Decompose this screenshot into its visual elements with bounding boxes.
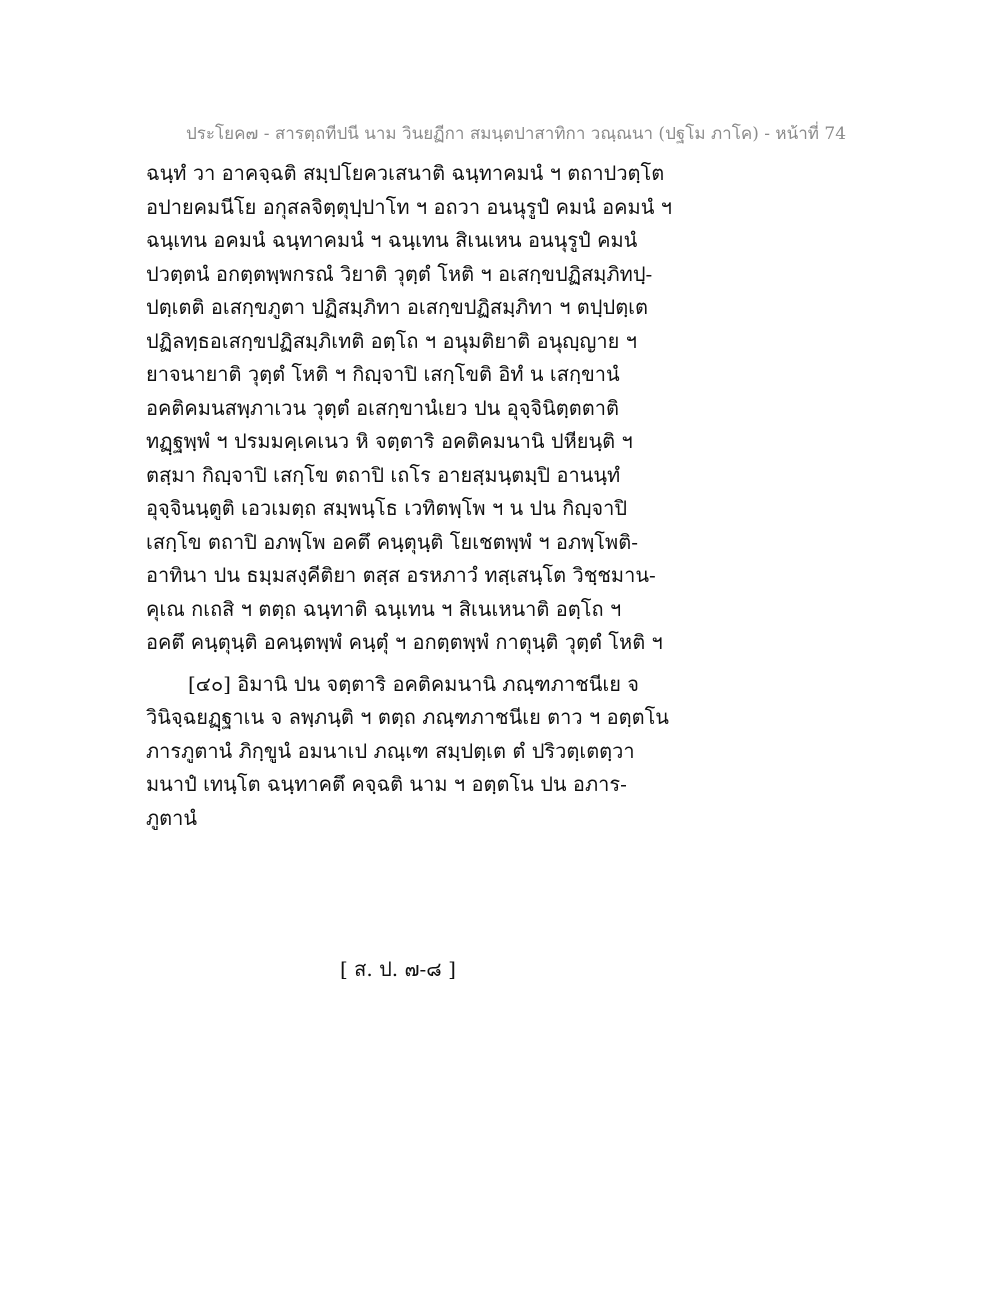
text-line: ยาจนายาติ วุตฺตํ โหติ ฯ กิญฺจาปิ เสกฺโขติ อิทํ น เสกฺขานํ (146, 362, 620, 386)
text-line: ฉนฺเทน อคมนํ ฉนฺทาคมนํ ฯ ฉนฺเทน สิเนเหน อนนุรูปํ คมนํ (146, 228, 638, 252)
running-header: ประโยค๗ - สารตฺถทีปนี นาม วินยฏีกา สมนฺตปาสาทิกา วณฺณนา (ปฐโม ภาโค) - หน้าที่ 74 (186, 124, 847, 144)
text-line: ภูตานํ (146, 805, 198, 830)
text-line: ภารภูตานํ ภิกฺขูนํ อมนาเป ภณฺเฑ สมฺปตฺเต ตํ ปริวตฺเตตฺวา (146, 738, 635, 763)
text-line: คุเณ กเถสิ ฯ ตตฺถ ฉนฺทาติ ฉนฺเทน ฯ สิเนเหนาติ อตฺโถ ฯ (146, 596, 622, 621)
text-line: มนาปํ เทนฺโต ฉนฺทาคตึ คจฺฉติ นาม ฯ อตฺตโน ปน อภาร- (146, 772, 627, 796)
text-line: ตสฺมา กิญฺจาปิ เสกฺโข ตถาปิ เถโร อายสฺมนฺตมฺปิ อานนฺทํ (146, 462, 621, 487)
text-line: อคติคมนสพฺภาเวน วุตฺตํ อเสกฺขานํเยว ปน อุจฺจินิตฺตตาติ (146, 395, 619, 420)
text-line: ปฏิลทฺธอเสกฺขปฏิสมฺภิเทติ อตฺโถ ฯ อนุมติยาติ อนุญฺญาย ฯ (146, 328, 637, 353)
text-line: ปตฺเตติ อเสกฺขภูตา ปฏิสมฺภิทา อเสกฺขปฏิสมฺภิทา ฯ ตปฺปตฺเต (146, 295, 649, 319)
paragraph-start-line: [๔๐] อิมานิ ปน จตฺตาริ อคติคมนานิ ภณฺฑภาชนีเย จ (188, 671, 640, 696)
text-line: เสกฺโข ตถาปิ อภพฺโพ อคตึ คนฺตุนฺติ โยเชตพฺพํ ฯ อภพฺโพติ- (146, 529, 638, 554)
text-line: อคตึ คนฺตุนฺติ อคนฺตพฺพํ คนฺตุํ ฯ อกตฺตพฺพํ กาตุนฺติ วุตฺตํ โหติ ฯ (146, 630, 663, 654)
body-text (146, 157, 672, 835)
text-line: ทฏฺฐพฺพํ ฯ ปรมมคฺเคเนว หิ จตฺตาริ อคติคมนานิ ปหียนฺติ ฯ (146, 429, 633, 453)
text-line: อปายคมนีโย อกุสลจิตฺตุปฺปาโท ฯ อถวา อนนุรูปํ คมนํ อคมนํ ฯ (146, 194, 672, 219)
text-line: ปวตฺตนํ อกตฺตพฺพกรณํ วิยาติ วุตฺตํ โหติ ฯ อเสกฺขปฏิสมฺภิทปฺ- (146, 261, 653, 286)
source-reference: [ ส. ป. ๗-๘ ] (340, 957, 456, 981)
text-line: อาทินา ปน ธมฺมสงฺคีติยา ตสฺส อรหภาวํ ทสฺเสนฺโต วิชฺชมาน- (146, 563, 656, 587)
text-line: ฉนฺทํ วา อาคจฺฉติ สมฺปโยควเสนาติ ฉนฺทาคมนํ ฯ ตถาปวตฺโต (146, 161, 665, 185)
text-line: วินิจฺฉยฏฺฐาเน จ ลพฺภนฺติ ฯ ตตฺถ ภณฺฑภาชนีเย ตาว ฯ อตฺตโน (146, 705, 669, 729)
text-line: อุจฺจินนฺตูติ เอวเมตฺถ สมฺพนฺโธ เวทิตพฺโพ ฯ น ปน กิญฺจาปิ (146, 496, 628, 520)
